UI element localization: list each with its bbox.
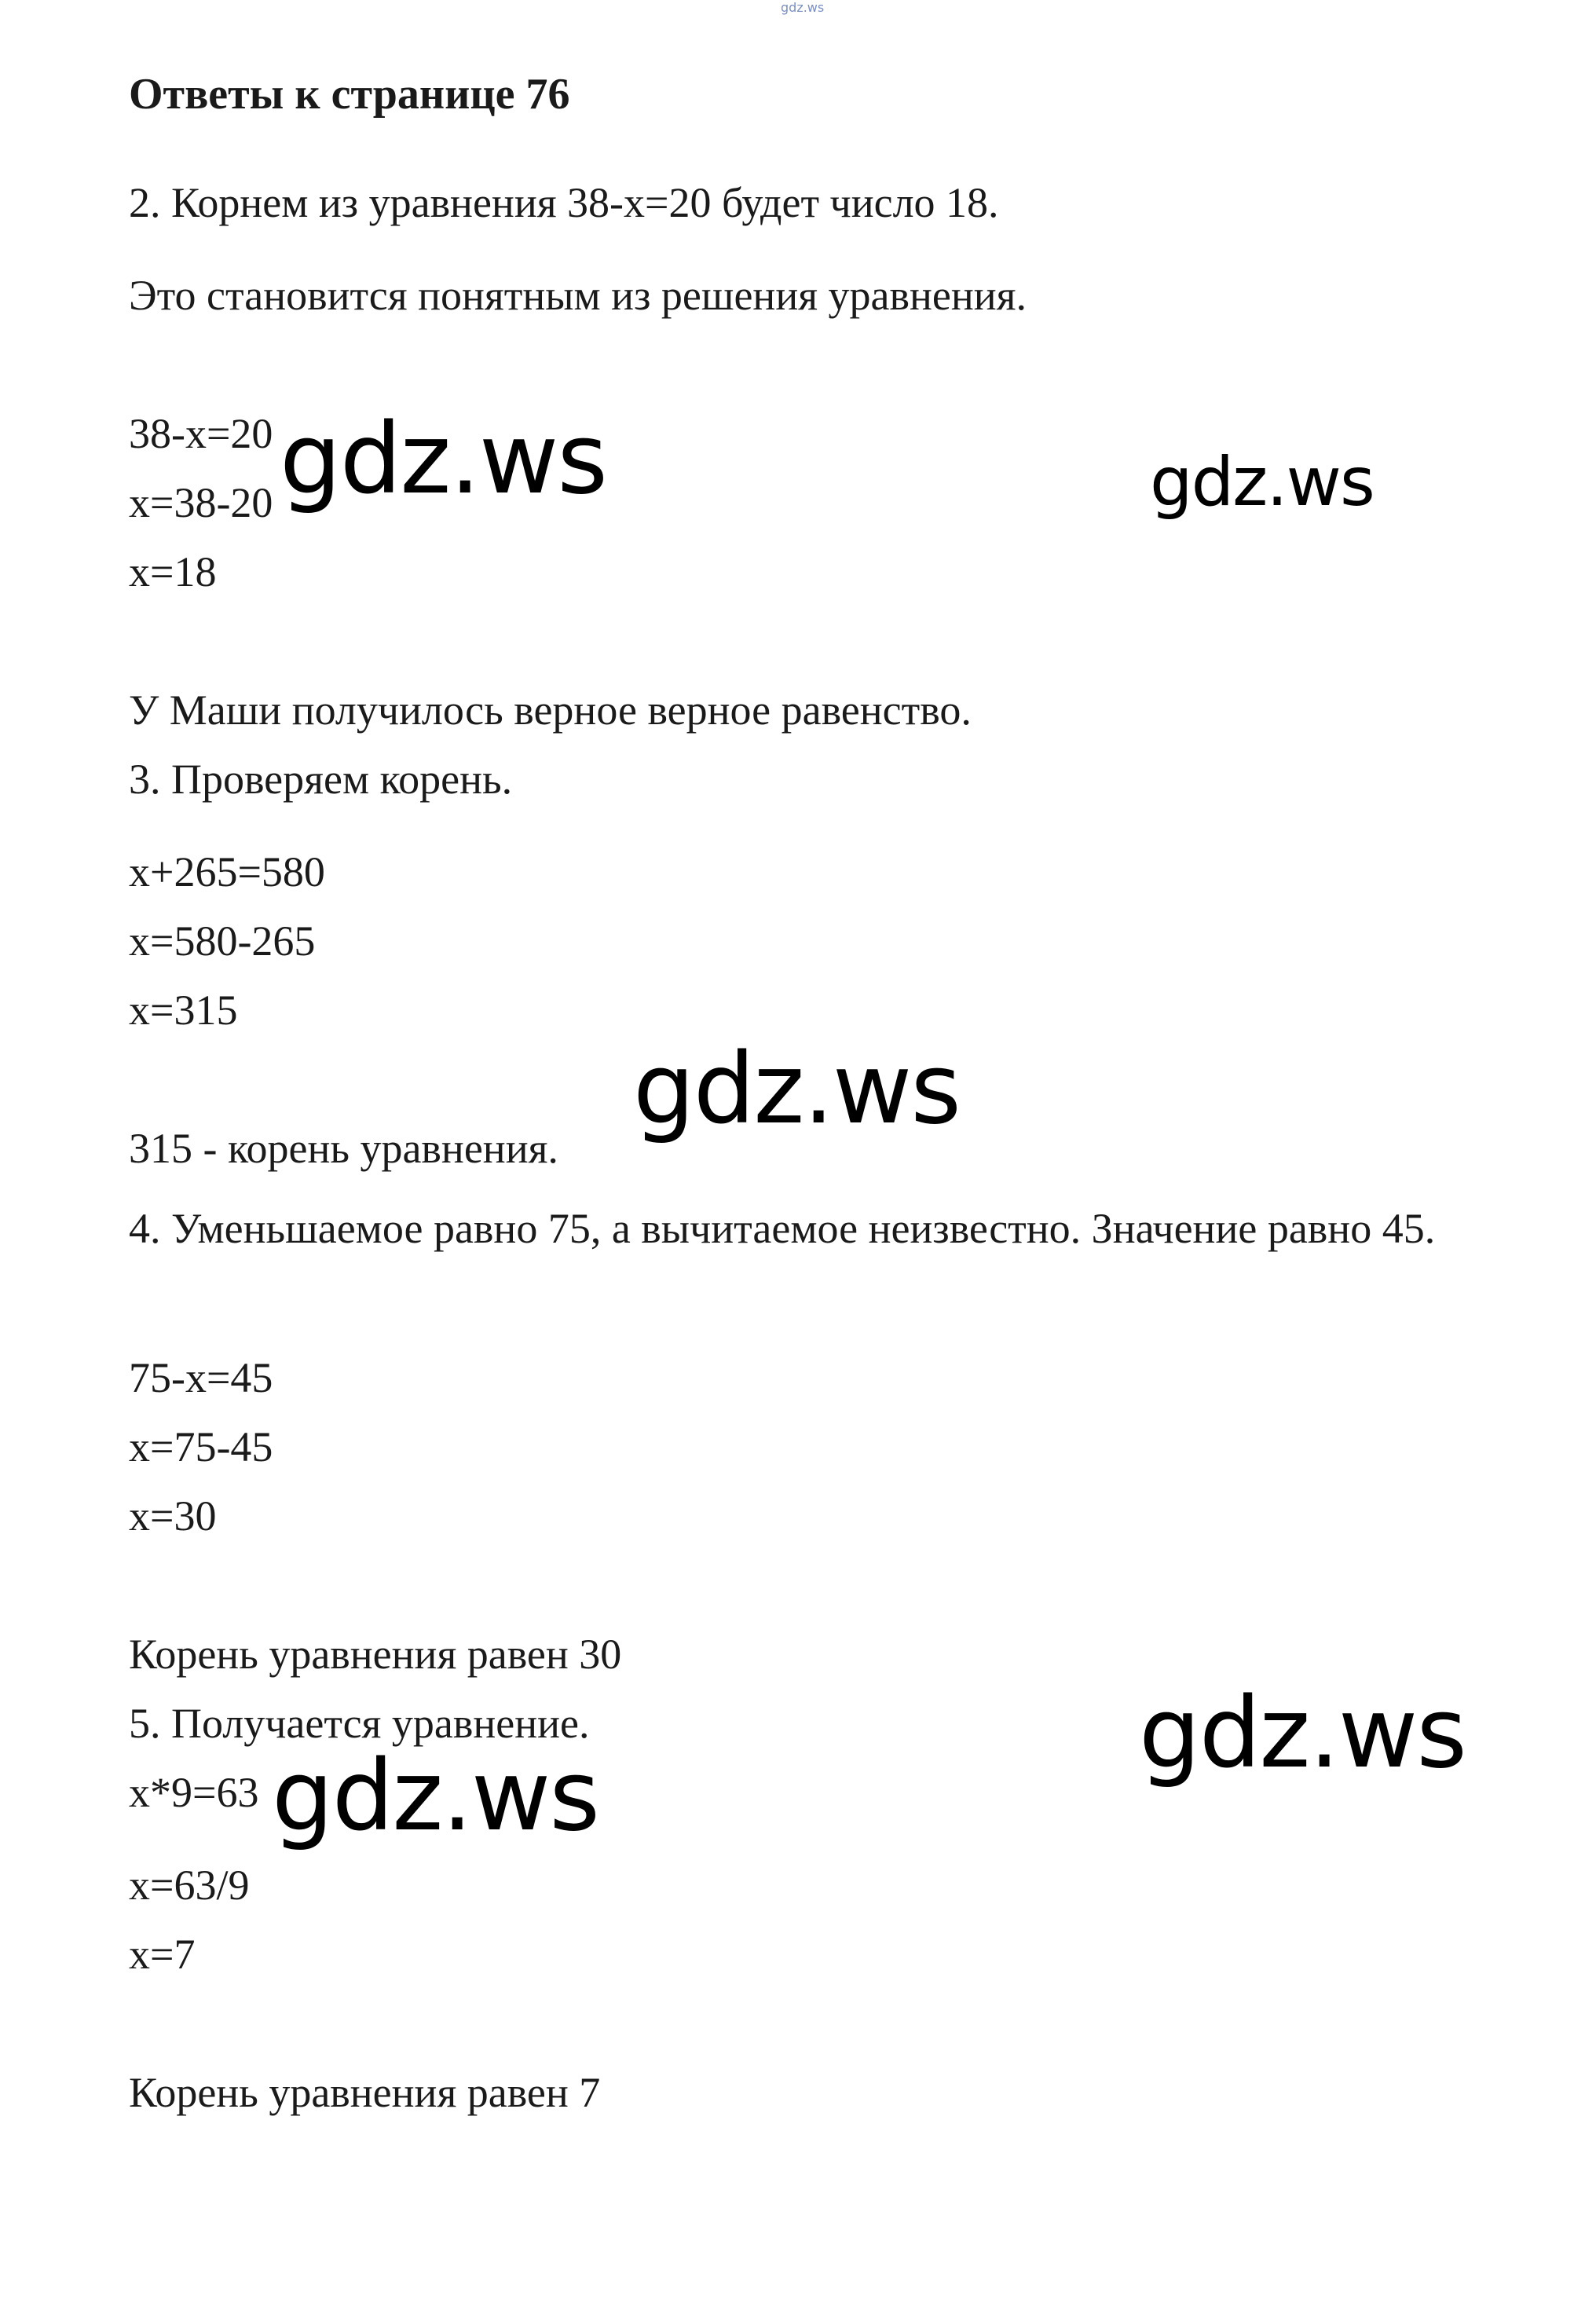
watermark-logo: gdz.ws xyxy=(1139,1677,1466,1790)
conclusion-text: Корень уравнения равен 7 xyxy=(129,2069,601,2116)
equation-line: x=580-265 xyxy=(129,917,316,965)
header-watermark: gdz.ws xyxy=(781,0,825,15)
answer-2-text: 2. Корнем из уравнения 38-x=20 будет число 18. xyxy=(129,179,999,226)
equation-line: 38-x=20 xyxy=(129,410,273,457)
equation-line: x=75-45 xyxy=(129,1423,273,1470)
watermark-logo: gdz.ws xyxy=(280,403,606,516)
equation-line: x=30 xyxy=(129,1492,217,1540)
answer-5-text: 5. Получается уравнение. xyxy=(129,1700,590,1747)
conclusion-text: 315 - корень уравнения. xyxy=(129,1125,558,1172)
page-title: Ответы к странице 76 xyxy=(129,70,570,119)
equation-line: x=63/9 xyxy=(129,1862,250,1909)
equation-line: x=38-20 xyxy=(129,479,273,526)
equation-line: x+265=580 xyxy=(129,848,325,895)
equation-line: x*9=63 xyxy=(129,1769,259,1816)
answer-3-text: 3. Проверяем корень. xyxy=(129,756,513,803)
answer-4-text: 4. Уменьшаемое равно 75, а вычитаемое неизвестно. Значение равно 45. xyxy=(129,1205,1436,1252)
watermark-logo: gdz.ws xyxy=(1150,443,1374,522)
explanation-text: Это становится понятным из решения уравнения. xyxy=(129,272,1027,319)
conclusion-text: У Маши получилось верное верное равенство. xyxy=(129,687,972,734)
equation-line: x=7 xyxy=(129,1931,196,1978)
conclusion-text: Корень уравнения равен 30 xyxy=(129,1631,622,1678)
watermark-logo: gdz.ws xyxy=(633,1033,960,1146)
watermark-logo: gdz.ws xyxy=(272,1740,598,1853)
equation-line: x=18 xyxy=(129,548,217,595)
equation-line: 75-x=45 xyxy=(129,1354,273,1401)
equation-line: x=315 xyxy=(129,987,238,1034)
